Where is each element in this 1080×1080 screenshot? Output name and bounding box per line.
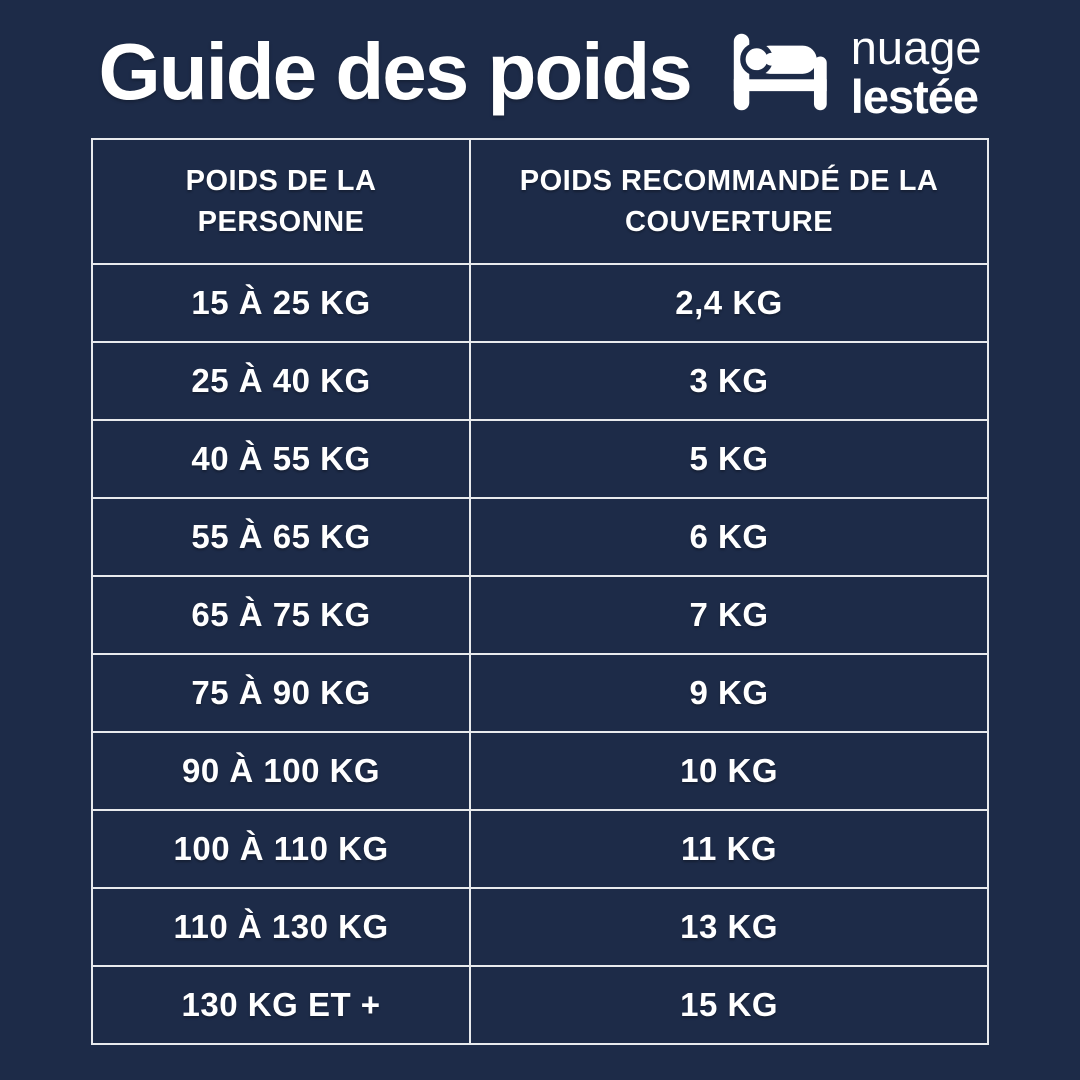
header bbox=[0, 0, 1080, 138]
person-weight-cell: 15 À 25 KG bbox=[92, 264, 470, 342]
table-header-row bbox=[92, 139, 988, 264]
person-weight-cell: 55 À 65 KG bbox=[92, 498, 470, 576]
column-header-blanket-weight: POIDS RECOMMANDÉ DE LA COUVERTURE bbox=[470, 139, 988, 264]
blanket-weight-cell: 6 KG bbox=[470, 498, 988, 576]
blanket-weight-cell: 11 KG bbox=[470, 810, 988, 888]
person-weight-cell: 100 À 110 KG bbox=[92, 810, 470, 888]
table-row bbox=[92, 498, 988, 576]
table-row bbox=[92, 732, 988, 810]
blanket-weight-cell: 7 KG bbox=[470, 576, 988, 654]
table-row bbox=[92, 264, 988, 342]
blanket-weight-cell: 9 KG bbox=[470, 654, 988, 732]
table-row bbox=[92, 810, 988, 888]
table-row bbox=[92, 654, 988, 732]
brand-name-top: nuage bbox=[850, 21, 982, 74]
brand-name-bottom: lestée bbox=[850, 70, 979, 123]
person-weight-cell: 25 À 40 KG bbox=[92, 342, 470, 420]
weight-guide-table bbox=[91, 138, 989, 1045]
person-weight-cell: 75 À 90 KG bbox=[92, 654, 470, 732]
blanket-weight-cell: 5 KG bbox=[470, 420, 988, 498]
blanket-weight-cell: 10 KG bbox=[470, 732, 988, 810]
blanket-weight-cell: 2,4 KG bbox=[470, 264, 988, 342]
blanket-weight-cell: 3 KG bbox=[470, 342, 988, 420]
table-row bbox=[92, 966, 988, 1044]
brand-wordmark bbox=[850, 21, 982, 123]
column-header-person-weight: POIDS DE LA PERSONNE bbox=[92, 139, 470, 264]
person-weight-cell: 40 À 55 KG bbox=[92, 420, 470, 498]
blanket-weight-cell: 15 KG bbox=[470, 966, 988, 1044]
person-weight-cell: 65 À 75 KG bbox=[92, 576, 470, 654]
brand-logo bbox=[725, 21, 982, 123]
table-row bbox=[92, 342, 988, 420]
table-row bbox=[92, 420, 988, 498]
person-weight-cell: 90 À 100 KG bbox=[92, 732, 470, 810]
bed-icon bbox=[725, 31, 841, 113]
table-row bbox=[92, 576, 988, 654]
blanket-weight-cell: 13 KG bbox=[470, 888, 988, 966]
person-weight-cell: 130 KG ET + bbox=[92, 966, 470, 1044]
page-title: Guide des poids bbox=[98, 27, 691, 116]
table-row bbox=[92, 888, 988, 966]
person-weight-cell: 110 À 130 KG bbox=[92, 888, 470, 966]
